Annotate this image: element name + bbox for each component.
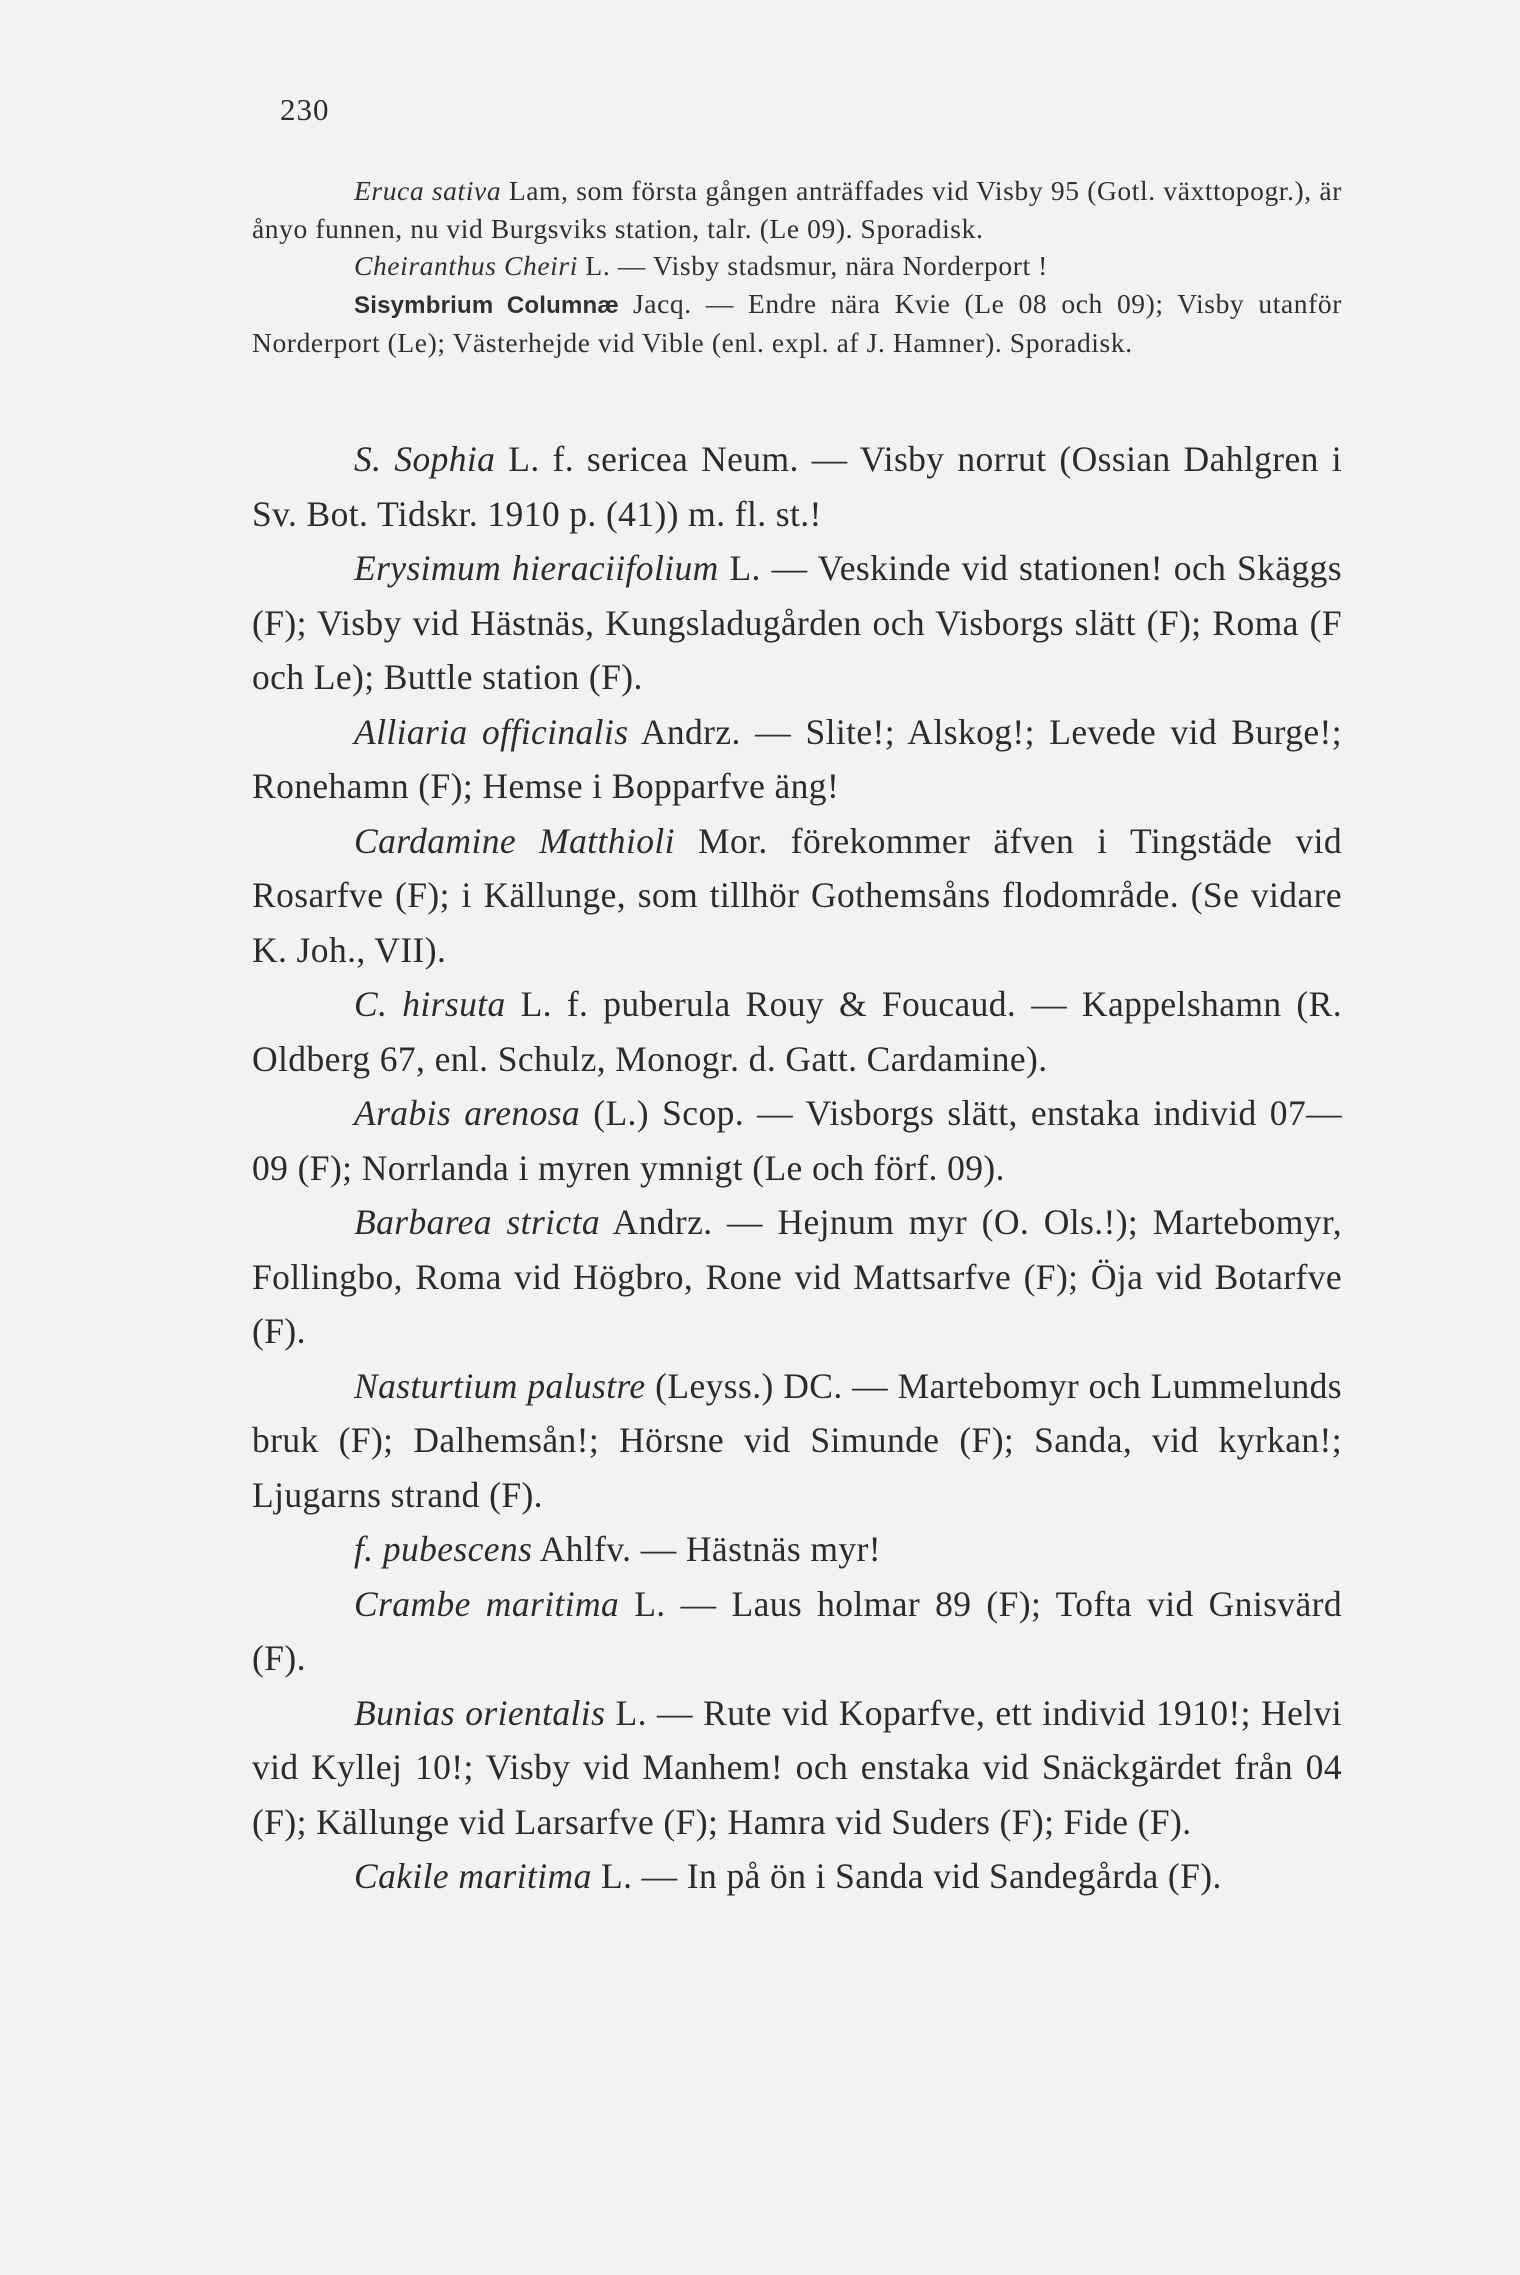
- taxon-name: Alliaria officinalis: [354, 711, 629, 752]
- entry-sisymbrium-columnae: [252, 285, 1342, 362]
- taxon-name: Arabis arenosa: [354, 1093, 581, 1133]
- taxon-name: Cakile maritima: [354, 1856, 592, 1896]
- entry-text: L. — Laus holmar 89 (F); Tofta vid Gnisvärd (F).: [252, 1583, 1342, 1678]
- entry-arabis: [252, 1086, 1342, 1195]
- page-number: 230: [280, 92, 330, 127]
- taxon-name: C. hirsuta: [354, 984, 506, 1024]
- taxon-name: Cheiranthus Cheiri: [354, 250, 578, 281]
- entry-text: L. — Visby stadsmur, nära Norderport !: [577, 250, 1048, 281]
- taxon-name: Crambe maritima: [354, 1583, 620, 1624]
- entry-text: Jacq. — Endre nära Kvie (Le 08 och 09); Visby utanför Norderport (Le); Västerhejde vid Vible (enl. expl. af J. Hamner). Sporadisk.: [252, 287, 1342, 358]
- taxon-name: Eruca sativa: [354, 175, 502, 206]
- entry-text: Ahlfv. — Hästnäs myr!: [532, 1529, 881, 1569]
- main-text-block: [252, 432, 1342, 1904]
- entry-cakile: [252, 1849, 1342, 1904]
- taxon-name: Bunias orientalis: [354, 1692, 606, 1733]
- small-print-block: [252, 172, 1342, 362]
- entry-erysimum: [252, 541, 1342, 705]
- entry-text: L. f. puberula Rouy & Foucaud. — Kappelshamn (R. Oldberg 67, enl. Schulz, Monogr. d. Gatt. Cardamine).: [252, 984, 1342, 1079]
- entry-nasturtium-pubescens: [252, 1522, 1342, 1577]
- entry-text: L. — In på ön i Sanda vid Sandegårda (F).: [591, 1856, 1222, 1896]
- taxon-name: S. Sophia: [354, 439, 496, 479]
- taxon-name: Cardamine Matthioli: [354, 820, 675, 861]
- entry-cheiranthus-cheiri: [252, 247, 1342, 285]
- entry-text: Lam, som första gången anträffades vid Visby 95 (Gotl. växttopogr.), är ånyo funnen, nu vid Burgsviks station, talr. (Le 09). Sporadisk.: [252, 175, 1342, 244]
- entry-text: Andrz. — Slite!; Alskog!; Levede vid Burge!; Ronehamn (F); Hemse i Bopparfve äng!: [252, 711, 1342, 806]
- taxon-name: Erysimum hieraciifolium: [354, 548, 719, 588]
- entry-crambe: [252, 1577, 1342, 1686]
- entry-barbarea: [252, 1195, 1342, 1359]
- entry-text: (Leyss.) DC. — Martebomyr och Lummelunds bruk (F); Dalhemsån!; Hörsne vid Simunde (F); Sanda, vid kyrkan!; Ljugarns strand (F).: [252, 1365, 1342, 1515]
- entry-bunias: [252, 1686, 1342, 1850]
- taxon-name: Nasturtium palustre: [354, 1365, 646, 1406]
- entry-eruca-sativa: [252, 172, 1342, 247]
- entry-nasturtium: [252, 1359, 1342, 1523]
- entry-alliaria: [252, 705, 1342, 814]
- entry-text: L. — Rute vid Koparfve, ett individ 1910!; Helvi vid Kyllej 10!; Visby vid Manhem! och enstaka vid Snäckgärdet från 04 (F); Källunge vid Larsarfve (F); Hamra vid Suders (F); Fide (F).: [252, 1692, 1342, 1842]
- taxon-name: Barbarea stricta: [354, 1202, 600, 1242]
- entry-text: Mor. förekommer äfven i Tingstäde vid Rosarfve (F); i Källunge, som tillhör Gothemsåns flodområde. (Se vidare K. Joh., VII).: [252, 820, 1343, 970]
- entry-text: L. f. sericea Neum. — Visby norrut (Ossian Dahlgren i Sv. Bot. Tidskr. 1910 p. (41)) m. fl. st.!: [252, 439, 1342, 534]
- entry-cardamine-hirsuta: [252, 977, 1342, 1086]
- entry-cardamine-matthioli: [252, 814, 1342, 978]
- entry-text: Andrz. — Hejnum myr (O. Ols.!); Martebomyr, Follingbo, Roma vid Högbro, Rone vid Mattsarfve (F); Öja vid Botarfve (F).: [252, 1202, 1342, 1351]
- taxon-name: Sisymbrium Columnæ: [354, 291, 619, 319]
- entry-text: L. — Veskinde vid stationen! och Skäggs (F); Visby vid Hästnäs, Kungsladugården och Visborgs slätt (F); Roma (F och Le); Buttle station (F).: [252, 548, 1342, 697]
- entry-sisymbrium-sophia: [252, 432, 1342, 541]
- taxon-name: f. pubescens: [354, 1529, 533, 1569]
- entry-text: (L.) Scop. — Visborgs slätt, enstaka individ 07—09 (F); Norrlanda i myren ymnigt (Le och förf. 09).: [252, 1093, 1342, 1188]
